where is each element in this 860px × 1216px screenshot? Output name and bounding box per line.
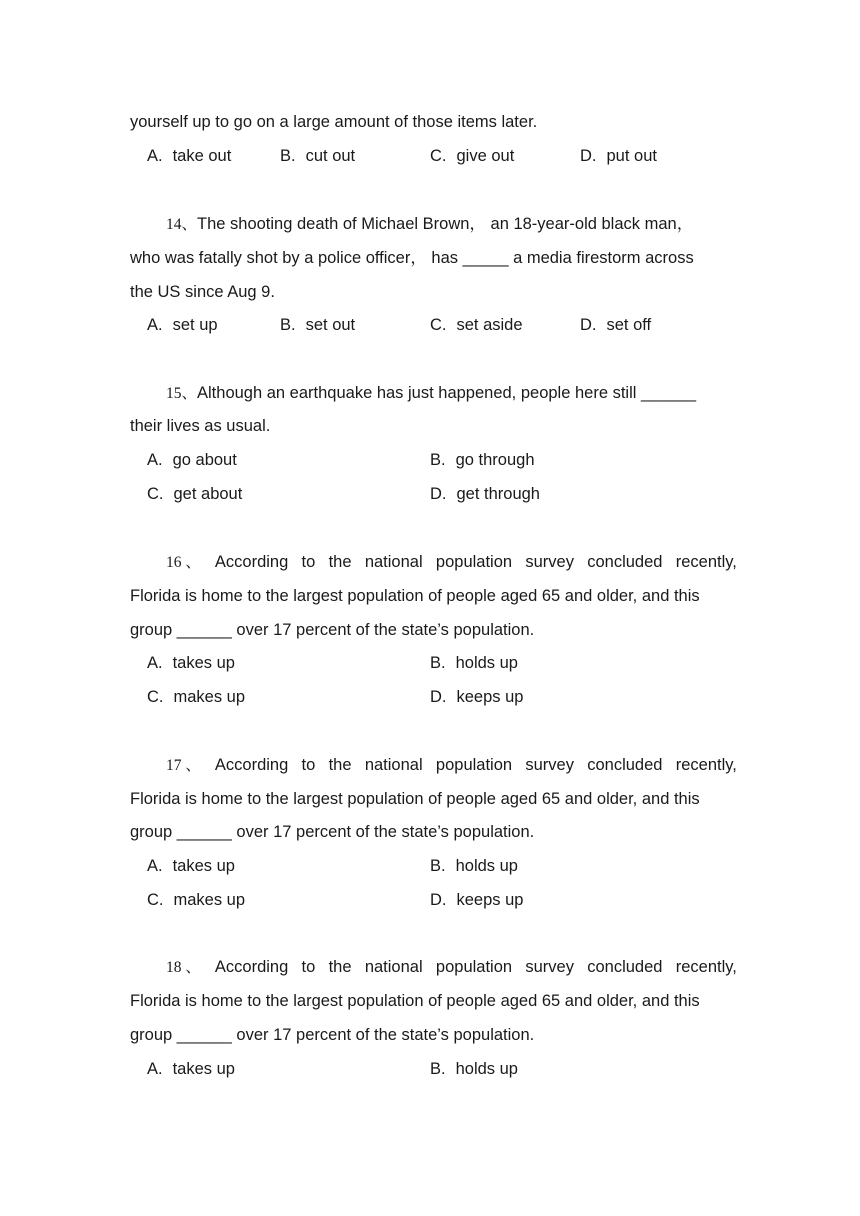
question-17-stem: 17 、 According to the national population survey concluded recently, bbox=[166, 756, 737, 774]
option-b: B. holds up bbox=[430, 654, 518, 672]
question-14-line-2: who was fatally shot by a police officer， has _____ a media firestorm across bbox=[130, 249, 694, 267]
option-a: A. take out bbox=[147, 147, 232, 165]
question-14-line-3: the US since Aug 9. bbox=[130, 283, 275, 301]
question-number: 17 、 bbox=[166, 757, 201, 774]
question-13-continuation: yourself up to go on a large amount of those items later. bbox=[130, 113, 538, 131]
option-c: C. set aside bbox=[430, 316, 523, 334]
option-b: B. holds up bbox=[430, 857, 518, 875]
option-b: B. go through bbox=[430, 451, 535, 469]
option-c: C. get about bbox=[147, 485, 243, 503]
question-17-line-3: group ______ over 17 percent of the state’s population. bbox=[130, 823, 535, 841]
option-a: A. takes up bbox=[147, 857, 235, 875]
option-d: D. set off bbox=[580, 316, 652, 334]
option-a: A. go about bbox=[147, 451, 237, 469]
question-16-line-2: Florida is home to the largest population of people aged 65 and older, and this bbox=[130, 587, 700, 605]
question-15-stem: 15、Although an earthquake has just happened, people here still ______ bbox=[166, 384, 697, 402]
option-c: C. makes up bbox=[147, 688, 246, 706]
option-a: A. takes up bbox=[147, 654, 235, 672]
question-18-stem: 18 、 According to the national population survey concluded recently, bbox=[166, 958, 737, 976]
option-d: D. keeps up bbox=[430, 891, 524, 909]
question-number: 14、 bbox=[166, 216, 198, 233]
option-a: A. set up bbox=[147, 316, 218, 334]
option-b: B. holds up bbox=[430, 1060, 518, 1078]
question-14-stem: 14、The shooting death of Michael Brown， an 18-year-old black man， bbox=[166, 215, 694, 233]
option-d: D. keeps up bbox=[430, 688, 524, 706]
option-d: D. get through bbox=[430, 485, 540, 503]
question-15-line-2: their lives as usual. bbox=[130, 417, 271, 435]
option-c: C. makes up bbox=[147, 891, 246, 909]
question-18-line-2: Florida is home to the largest population of people aged 65 and older, and this bbox=[130, 992, 700, 1010]
question-16-stem: 16 、 According to the national population survey concluded recently, bbox=[166, 553, 737, 571]
option-d: D. put out bbox=[580, 147, 657, 165]
question-number: 15、 bbox=[166, 385, 198, 402]
question-number: 18 、 bbox=[166, 959, 201, 976]
question-16-line-3: group ______ over 17 percent of the state’s population. bbox=[130, 621, 535, 639]
question-17-line-2: Florida is home to the largest population of people aged 65 and older, and this bbox=[130, 790, 700, 808]
option-b: B. cut out bbox=[280, 147, 356, 165]
question-18-line-3: group ______ over 17 percent of the state’s population. bbox=[130, 1026, 535, 1044]
option-c: C. give out bbox=[430, 147, 515, 165]
question-number: 16 、 bbox=[166, 554, 201, 571]
option-a: A. takes up bbox=[147, 1060, 235, 1078]
option-b: B. set out bbox=[280, 316, 356, 334]
